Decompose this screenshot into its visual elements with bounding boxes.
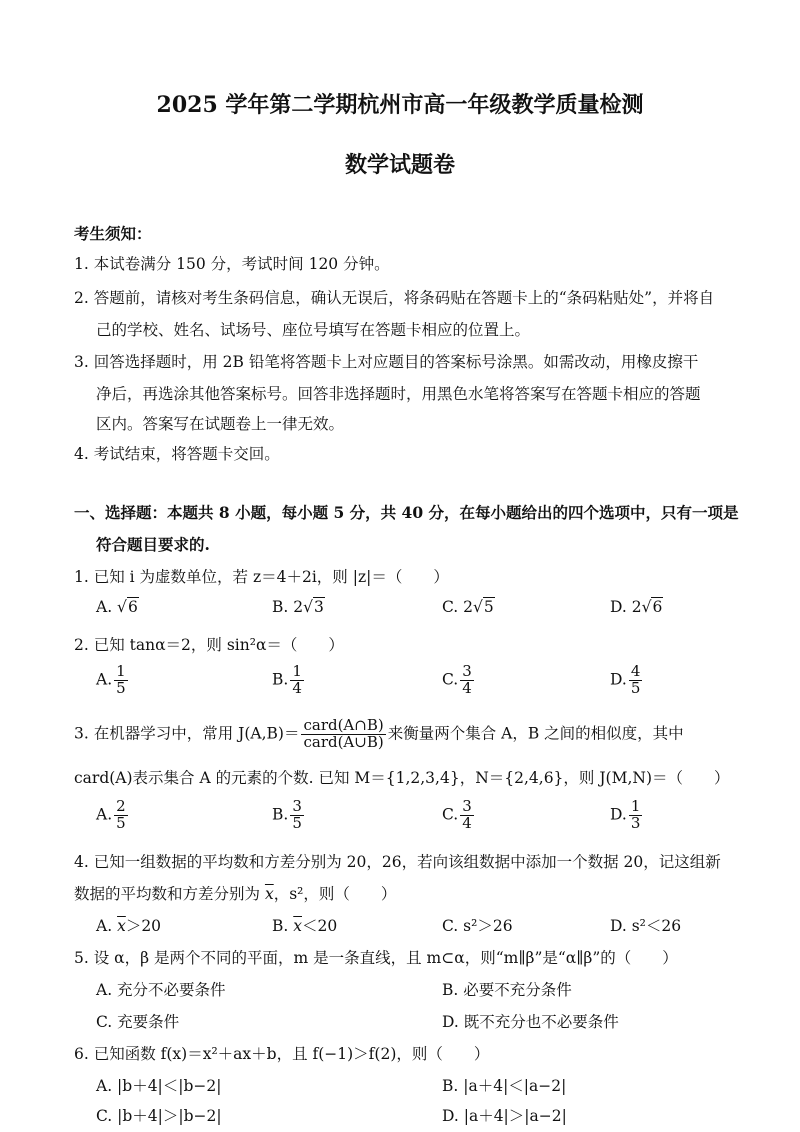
option-a: A. √6 [96, 598, 138, 616]
question-stem: 4. 已知一组数据的平均数和方差分别为 20，26，若向该组数据中添加一个数据 20，记这组新 [74, 853, 721, 871]
question-stem: 5. 设 α，β 是两个不同的平面，m 是一条直线，且 m⊂α，则“m∥β”是“α∥β”的（ ） [74, 949, 678, 967]
option-b: B. 必要不充分条件 [442, 981, 572, 999]
page-subtitle: 数学试题卷 [344, 152, 455, 178]
option-d: D. $\frac{4}{5}$ [610, 662, 641, 697]
option-c: C. 2√5 [442, 598, 494, 616]
option-b: B. $\overline{x}<20$ [272, 917, 338, 935]
option-c: C. |b＋4|＞|b−2| [96, 1107, 222, 1125]
question-stem-line: card(A)表示集合 A 的元素的个数. 已知 M＝{1,2,3,4}，N＝{2,4,6}，则 J(M,N)＝（ ） [74, 769, 730, 787]
question-stem: 3. 在机器学习中，常用 J(A,B)＝ $\frac{\text{card(A∩B)}}{\text{card(A∪B)}}$ 来衡量两个集合 A，B 之间的相似度，其中 [74, 716, 684, 751]
option-c: C. $\frac{3}{4}$ [442, 662, 472, 697]
option-b: B. 2√3 [272, 598, 324, 616]
question-stem: 6. 已知函数 f(x)＝x²＋ax＋b，且 f(−1)＞f(2)，则（ ） [74, 1045, 490, 1063]
notice-item: 4. 考试结束，将答题卡交回。 [74, 445, 280, 463]
question-stem: 2. 已知 tanα＝2，则 sin²α＝（ ） [74, 636, 344, 654]
notice-item: 净后，再选涂其他答案标号。回答非选择题时，用黑色水笔将答案写在答题卡相应的答题 [96, 385, 701, 403]
question-stem: 1. 已知 i 为虚数单位，若 z＝4＋2i，则 |z|＝（ ） [74, 568, 449, 586]
option-a: A. 充分不必要条件 [96, 981, 226, 999]
option-d: D. s²＜26 [610, 917, 682, 935]
option-a: A. $\overline{x}>20$ [96, 917, 162, 935]
option-c: C. s²＞26 [442, 917, 513, 935]
notice-item: 1. 本试卷满分 150 分，考试时间 120 分钟。 [74, 255, 390, 273]
section-heading: 符合题目要求的. [96, 535, 210, 554]
notice-item: 3. 回答选择题时，用 2B 铅笔将答题卡上对应题目的答案标号涂黑。如需改动，用橡皮擦干 [74, 353, 699, 371]
question-stem-line: 数据的平均数和方差分别为 $\overline{x}$，s²，则（ ） [74, 885, 397, 903]
option-d: D. 2√6 [610, 598, 663, 616]
option-d: D. 既不充分也不必要条件 [442, 1013, 619, 1031]
option-b: B. $\frac{3}{5}$ [272, 797, 302, 832]
option-a: A. $\frac{1}{5}$ [96, 662, 126, 697]
option-d: D. $\frac{1}{3}$ [610, 797, 641, 832]
page-title: 2025 学年第二学期杭州市高一年级教学质量检测 [156, 92, 644, 118]
notice-item: 区内。答案写在试题卷上一律无效。 [96, 415, 345, 433]
notice-item: 2. 答题前，请核对考生条码信息，确认无误后，将条码贴在答题卡上的“条码粘贴处”，并将自 [74, 289, 715, 307]
option-a: A. $\frac{2}{5}$ [96, 797, 126, 832]
option-b: B. |a＋4|＜|a−2| [442, 1077, 567, 1095]
option-b: B. $\frac{1}{4}$ [272, 662, 302, 697]
notice-heading: 考生须知： [74, 224, 152, 243]
option-d: D. |a＋4|＞|a−2| [442, 1107, 567, 1125]
option-c: C. $\frac{3}{4}$ [442, 797, 472, 832]
notice-item: 己的学校、姓名、试场号、座位号填写在答题卡相应的位置上。 [96, 321, 531, 339]
option-c: C. 充要条件 [96, 1013, 180, 1031]
option-a: A. |b＋4|＜|b−2| [96, 1077, 222, 1095]
section-heading: 一、选择题：本题共 8 小题，每小题 5 分，共 40 分，在每小题给出的四个选项中，只有一项是 [74, 503, 739, 522]
